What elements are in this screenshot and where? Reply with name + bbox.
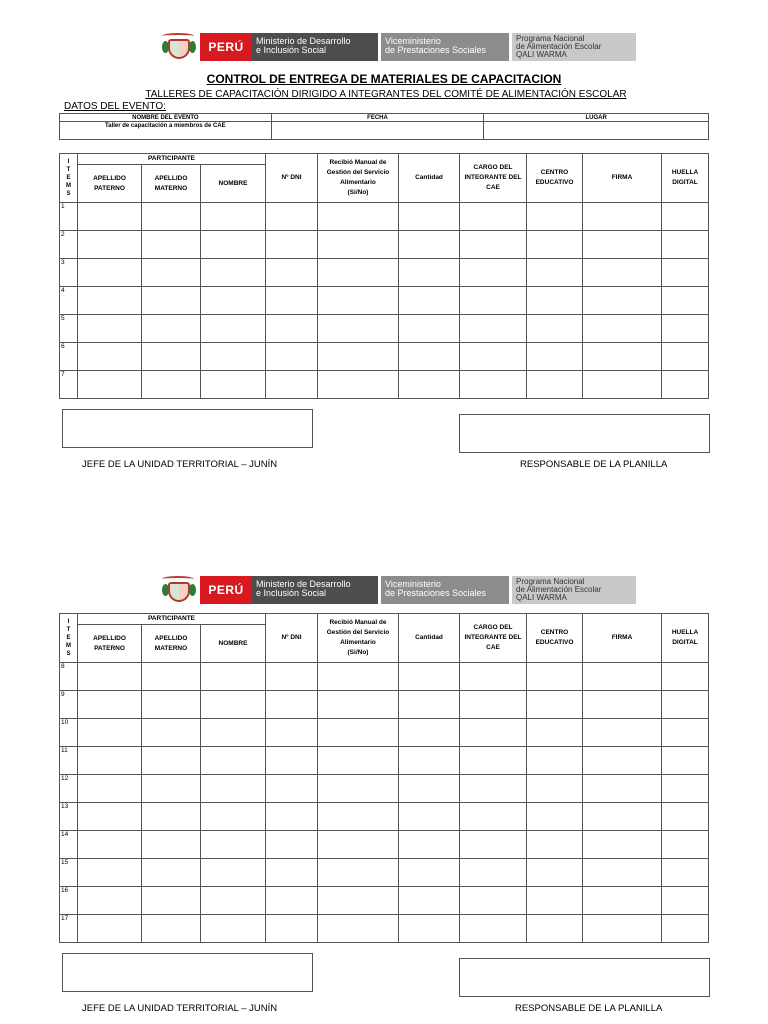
table-row xyxy=(60,719,709,747)
table-row xyxy=(60,203,709,231)
cell[interactable] xyxy=(583,343,662,371)
cell[interactable] xyxy=(662,343,709,371)
row-number: 2 xyxy=(60,231,78,259)
cell[interactable] xyxy=(399,719,460,747)
cell[interactable] xyxy=(583,719,662,747)
cell[interactable] xyxy=(266,203,318,231)
cell[interactable] xyxy=(201,775,266,803)
row-number: 8 xyxy=(60,663,78,691)
cell[interactable] xyxy=(318,259,399,287)
cell[interactable] xyxy=(78,859,142,887)
cell[interactable] xyxy=(266,343,318,371)
cell[interactable] xyxy=(399,259,460,287)
row-number: 5 xyxy=(60,315,78,343)
cell[interactable] xyxy=(201,371,266,399)
cell[interactable] xyxy=(318,747,399,775)
cell[interactable] xyxy=(201,231,266,259)
cell[interactable] xyxy=(266,719,318,747)
cell[interactable] xyxy=(201,887,266,915)
row-number: 12 xyxy=(60,775,78,803)
cell[interactable] xyxy=(527,287,583,315)
signature-label-right-2: RESPONSABLE DE LA PLANILLA xyxy=(515,1003,663,1014)
cell[interactable] xyxy=(662,859,709,887)
cell[interactable] xyxy=(318,831,399,859)
table-row xyxy=(60,747,709,775)
cell[interactable] xyxy=(399,775,460,803)
cell[interactable] xyxy=(527,203,583,231)
cell[interactable] xyxy=(399,231,460,259)
cell[interactable] xyxy=(583,315,662,343)
row-number: 14 xyxy=(60,831,78,859)
cell[interactable] xyxy=(662,287,709,315)
cell[interactable] xyxy=(201,315,266,343)
cell[interactable] xyxy=(399,691,460,719)
row-number: 11 xyxy=(60,747,78,775)
event-place-cell[interactable] xyxy=(484,122,709,140)
row-number: 3 xyxy=(60,259,78,287)
cell[interactable] xyxy=(460,803,527,831)
nombre-header: NOMBRE xyxy=(201,625,266,663)
cell[interactable] xyxy=(78,259,142,287)
cell[interactable] xyxy=(266,315,318,343)
dni-header: Nº DNI xyxy=(266,614,318,663)
cell[interactable] xyxy=(583,691,662,719)
cell[interactable] xyxy=(583,203,662,231)
cell[interactable] xyxy=(583,371,662,399)
cell[interactable] xyxy=(78,915,142,943)
cell[interactable] xyxy=(201,831,266,859)
ministry-name: Ministerio de Desarrollo e Inclusión Social xyxy=(252,576,378,604)
cell[interactable] xyxy=(460,343,527,371)
cell[interactable] xyxy=(460,259,527,287)
cell[interactable] xyxy=(142,915,201,943)
row-number: 7 xyxy=(60,371,78,399)
cell[interactable] xyxy=(527,343,583,371)
row-number: 17 xyxy=(60,915,78,943)
cell[interactable] xyxy=(142,747,201,775)
cell[interactable] xyxy=(460,719,527,747)
cell[interactable] xyxy=(318,287,399,315)
cell[interactable] xyxy=(460,859,527,887)
event-date-header: FECHA xyxy=(271,114,484,122)
apellido-paterno-header: APELLIDO PATERNO xyxy=(78,165,142,203)
cell[interactable] xyxy=(399,831,460,859)
cell[interactable] xyxy=(201,203,266,231)
table-row xyxy=(60,887,709,915)
cell[interactable] xyxy=(318,719,399,747)
cell[interactable] xyxy=(201,343,266,371)
attendance-table-1 xyxy=(59,153,709,399)
viceministry-name: Viceministerio de Prestaciones Sociales xyxy=(381,576,509,604)
cell[interactable] xyxy=(399,859,460,887)
manual-received-header: Recibió Manual de Gestión del Servicio Alimentario (Si/No) xyxy=(318,614,399,663)
manual-received-header: Recibió Manual de Gestión del Servicio Alimentario (Si/No) xyxy=(318,154,399,203)
cell[interactable] xyxy=(266,371,318,399)
centro-educativo-header: CENTRO EDUCATIVO xyxy=(527,154,583,203)
cell[interactable] xyxy=(201,803,266,831)
cell[interactable] xyxy=(318,343,399,371)
cell[interactable] xyxy=(142,315,201,343)
cell[interactable] xyxy=(318,887,399,915)
cell[interactable] xyxy=(399,887,460,915)
ministry-name: Ministerio de Desarrollo e Inclusión Social xyxy=(252,33,378,61)
cell[interactable] xyxy=(78,887,142,915)
cell[interactable] xyxy=(662,691,709,719)
cell[interactable] xyxy=(583,803,662,831)
items-header: I T E M S xyxy=(60,154,78,203)
cell[interactable] xyxy=(583,287,662,315)
cell[interactable] xyxy=(583,859,662,887)
huella-header: HUELLA DIGITAL xyxy=(662,614,709,663)
event-place-header: LUGAR xyxy=(484,114,709,122)
cell[interactable] xyxy=(78,343,142,371)
attendance-table-2 xyxy=(59,613,709,943)
cell[interactable] xyxy=(142,259,201,287)
table-row xyxy=(60,915,709,943)
cell[interactable] xyxy=(142,859,201,887)
cell[interactable] xyxy=(318,315,399,343)
cell[interactable] xyxy=(460,887,527,915)
cell[interactable] xyxy=(142,803,201,831)
viceministry-name: Viceministerio de Prestaciones Sociales xyxy=(381,33,509,61)
cell[interactable] xyxy=(201,663,266,691)
cell[interactable] xyxy=(662,371,709,399)
signature-label-left-2: JEFE DE LA UNIDAD TERRITORIAL – JUNÍN xyxy=(82,1003,278,1014)
cell[interactable] xyxy=(318,775,399,803)
cell[interactable] xyxy=(460,915,527,943)
table-row xyxy=(60,831,709,859)
cell[interactable] xyxy=(583,663,662,691)
row-number: 16 xyxy=(60,887,78,915)
signature-box-left-2[interactable] xyxy=(62,953,313,992)
cell[interactable] xyxy=(662,747,709,775)
apellido-paterno-header: APELLIDO PATERNO xyxy=(78,625,142,663)
row-number: 6 xyxy=(60,343,78,371)
cell[interactable] xyxy=(78,315,142,343)
cell[interactable] xyxy=(527,663,583,691)
cell[interactable] xyxy=(662,803,709,831)
cell[interactable] xyxy=(583,915,662,943)
cell[interactable] xyxy=(78,203,142,231)
row-number: 4 xyxy=(60,287,78,315)
event-name-cell[interactable]: Taller de capacitación a miembros de CAE xyxy=(60,122,272,140)
table-row xyxy=(60,259,709,287)
cell[interactable] xyxy=(527,803,583,831)
cell[interactable] xyxy=(460,287,527,315)
cell[interactable] xyxy=(662,231,709,259)
cell[interactable] xyxy=(527,859,583,887)
cell[interactable] xyxy=(266,287,318,315)
cell[interactable] xyxy=(460,831,527,859)
cell[interactable] xyxy=(399,315,460,343)
table-row xyxy=(60,775,709,803)
signature-box-right-2[interactable] xyxy=(459,958,710,997)
peru-logo: PERÚ xyxy=(200,33,252,61)
firma-header: FIRMA xyxy=(583,614,662,663)
cell[interactable] xyxy=(318,663,399,691)
cell[interactable] xyxy=(266,859,318,887)
event-name-header: NOMBRE DEL EVENTO xyxy=(60,114,272,122)
cell[interactable] xyxy=(399,287,460,315)
cell[interactable] xyxy=(201,747,266,775)
cell[interactable] xyxy=(266,231,318,259)
header-banner xyxy=(160,33,636,61)
cell[interactable] xyxy=(78,691,142,719)
table-row xyxy=(60,287,709,315)
participante-header: PARTICIPANTE xyxy=(78,154,266,165)
cell[interactable] xyxy=(527,831,583,859)
cell[interactable] xyxy=(78,287,142,315)
cell[interactable] xyxy=(78,371,142,399)
cell[interactable] xyxy=(142,203,201,231)
cell[interactable] xyxy=(399,203,460,231)
nombre-header: NOMBRE xyxy=(201,165,266,203)
cell[interactable] xyxy=(662,887,709,915)
apellido-materno-header: APELLIDO MATERNO xyxy=(142,165,201,203)
cell[interactable] xyxy=(583,747,662,775)
cell[interactable] xyxy=(201,859,266,887)
cell[interactable] xyxy=(142,231,201,259)
cell[interactable] xyxy=(201,691,266,719)
cell[interactable] xyxy=(662,915,709,943)
cell[interactable] xyxy=(527,915,583,943)
cell[interactable] xyxy=(527,315,583,343)
cell[interactable] xyxy=(527,719,583,747)
peru-logo: PERÚ xyxy=(200,576,252,604)
cell[interactable] xyxy=(460,231,527,259)
cell[interactable] xyxy=(662,259,709,287)
cell[interactable] xyxy=(142,287,201,315)
page-title: CONTROL DE ENTREGA DE MATERIALES DE CAPACITACION xyxy=(206,72,562,86)
cell[interactable] xyxy=(266,775,318,803)
cell[interactable] xyxy=(78,831,142,859)
cell[interactable] xyxy=(318,371,399,399)
cell[interactable] xyxy=(527,691,583,719)
cargo-header: CARGO DEL INTEGRANTE DEL CAE xyxy=(460,154,527,203)
cell[interactable] xyxy=(201,259,266,287)
table-row xyxy=(60,371,709,399)
cell[interactable] xyxy=(399,343,460,371)
cell[interactable] xyxy=(527,259,583,287)
row-number: 10 xyxy=(60,719,78,747)
cell[interactable] xyxy=(201,287,266,315)
cell[interactable] xyxy=(662,719,709,747)
cantidad-header: Cantidad xyxy=(399,614,460,663)
cell[interactable] xyxy=(460,691,527,719)
peru-coat-of-arms-icon xyxy=(160,576,198,604)
cell[interactable] xyxy=(527,371,583,399)
cell[interactable] xyxy=(527,747,583,775)
signature-box-right[interactable] xyxy=(459,414,710,453)
program-name: Programa Nacional de Alimentación Escolar QALI WARMA xyxy=(512,576,636,604)
cell[interactable] xyxy=(142,887,201,915)
cell[interactable] xyxy=(201,915,266,943)
cell[interactable] xyxy=(201,719,266,747)
cell[interactable] xyxy=(583,231,662,259)
cell[interactable] xyxy=(662,831,709,859)
cell[interactable] xyxy=(142,691,201,719)
cell[interactable] xyxy=(399,371,460,399)
cell[interactable] xyxy=(460,775,527,803)
row-number: 15 xyxy=(60,859,78,887)
cantidad-header: Cantidad xyxy=(399,154,460,203)
event-table xyxy=(59,113,709,140)
header-banner-2 xyxy=(160,576,636,604)
signature-label-right: RESPONSABLE DE LA PLANILLA xyxy=(520,459,668,470)
cell[interactable] xyxy=(318,859,399,887)
cell[interactable] xyxy=(318,915,399,943)
cell[interactable] xyxy=(460,203,527,231)
cell[interactable] xyxy=(266,803,318,831)
cell[interactable] xyxy=(266,691,318,719)
cell[interactable] xyxy=(266,887,318,915)
cell[interactable] xyxy=(662,663,709,691)
cell[interactable] xyxy=(662,315,709,343)
cell[interactable] xyxy=(266,663,318,691)
table-row xyxy=(60,343,709,371)
cell[interactable] xyxy=(142,663,201,691)
dni-header: Nº DNI xyxy=(266,154,318,203)
table-row xyxy=(60,231,709,259)
huella-header: HUELLA DIGITAL xyxy=(662,154,709,203)
cell[interactable] xyxy=(583,775,662,803)
cell[interactable] xyxy=(78,775,142,803)
cell[interactable] xyxy=(318,203,399,231)
cell[interactable] xyxy=(399,803,460,831)
cell[interactable] xyxy=(583,887,662,915)
cell[interactable] xyxy=(142,719,201,747)
table-row xyxy=(60,803,709,831)
event-data-label: DATOS DEL EVENTO: xyxy=(64,101,166,112)
cell[interactable] xyxy=(318,231,399,259)
cell[interactable] xyxy=(266,747,318,775)
cell[interactable] xyxy=(78,803,142,831)
signature-label-left: JEFE DE LA UNIDAD TERRITORIAL – JUNÍN xyxy=(82,459,278,470)
cell[interactable] xyxy=(583,259,662,287)
table-row xyxy=(60,859,709,887)
cell[interactable] xyxy=(318,803,399,831)
row-number: 13 xyxy=(60,803,78,831)
cell[interactable] xyxy=(266,831,318,859)
centro-educativo-header: CENTRO EDUCATIVO xyxy=(527,614,583,663)
page-subtitle: TALLERES DE CAPACITACIÓN DIRIGIDO A INTEGRANTES DEL COMITÉ DE ALIMENTACIÓN ESCOLAR xyxy=(145,89,627,100)
cell[interactable] xyxy=(460,371,527,399)
cell[interactable] xyxy=(399,915,460,943)
cell[interactable] xyxy=(266,915,318,943)
cell[interactable] xyxy=(78,231,142,259)
cell[interactable] xyxy=(318,691,399,719)
participante-header: PARTICIPANTE xyxy=(78,614,266,625)
row-number: 1 xyxy=(60,203,78,231)
apellido-materno-header: APELLIDO MATERNO xyxy=(142,625,201,663)
firma-header: FIRMA xyxy=(583,154,662,203)
row-number: 9 xyxy=(60,691,78,719)
cell[interactable] xyxy=(527,887,583,915)
cell[interactable] xyxy=(460,315,527,343)
cell[interactable] xyxy=(527,231,583,259)
program-name: Programa Nacional de Alimentación Escolar QALI WARMA xyxy=(512,33,636,61)
cell[interactable] xyxy=(142,775,201,803)
cargo-header: CARGO DEL INTEGRANTE DEL CAE xyxy=(460,614,527,663)
signature-box-left[interactable] xyxy=(62,409,313,448)
cell[interactable] xyxy=(662,775,709,803)
peru-coat-of-arms-icon xyxy=(160,33,198,61)
table-row xyxy=(60,663,709,691)
cell[interactable] xyxy=(78,747,142,775)
cell[interactable] xyxy=(78,719,142,747)
cell[interactable] xyxy=(662,203,709,231)
cell[interactable] xyxy=(399,747,460,775)
table-row xyxy=(60,315,709,343)
cell[interactable] xyxy=(266,259,318,287)
event-date-cell[interactable] xyxy=(271,122,484,140)
cell[interactable] xyxy=(142,343,201,371)
cell[interactable] xyxy=(460,663,527,691)
cell[interactable] xyxy=(460,747,527,775)
cell[interactable] xyxy=(142,371,201,399)
cell[interactable] xyxy=(142,831,201,859)
cell[interactable] xyxy=(399,663,460,691)
cell[interactable] xyxy=(583,831,662,859)
cell[interactable] xyxy=(78,663,142,691)
table-row xyxy=(60,691,709,719)
cell[interactable] xyxy=(527,775,583,803)
items-header: I T E M S xyxy=(60,614,78,663)
